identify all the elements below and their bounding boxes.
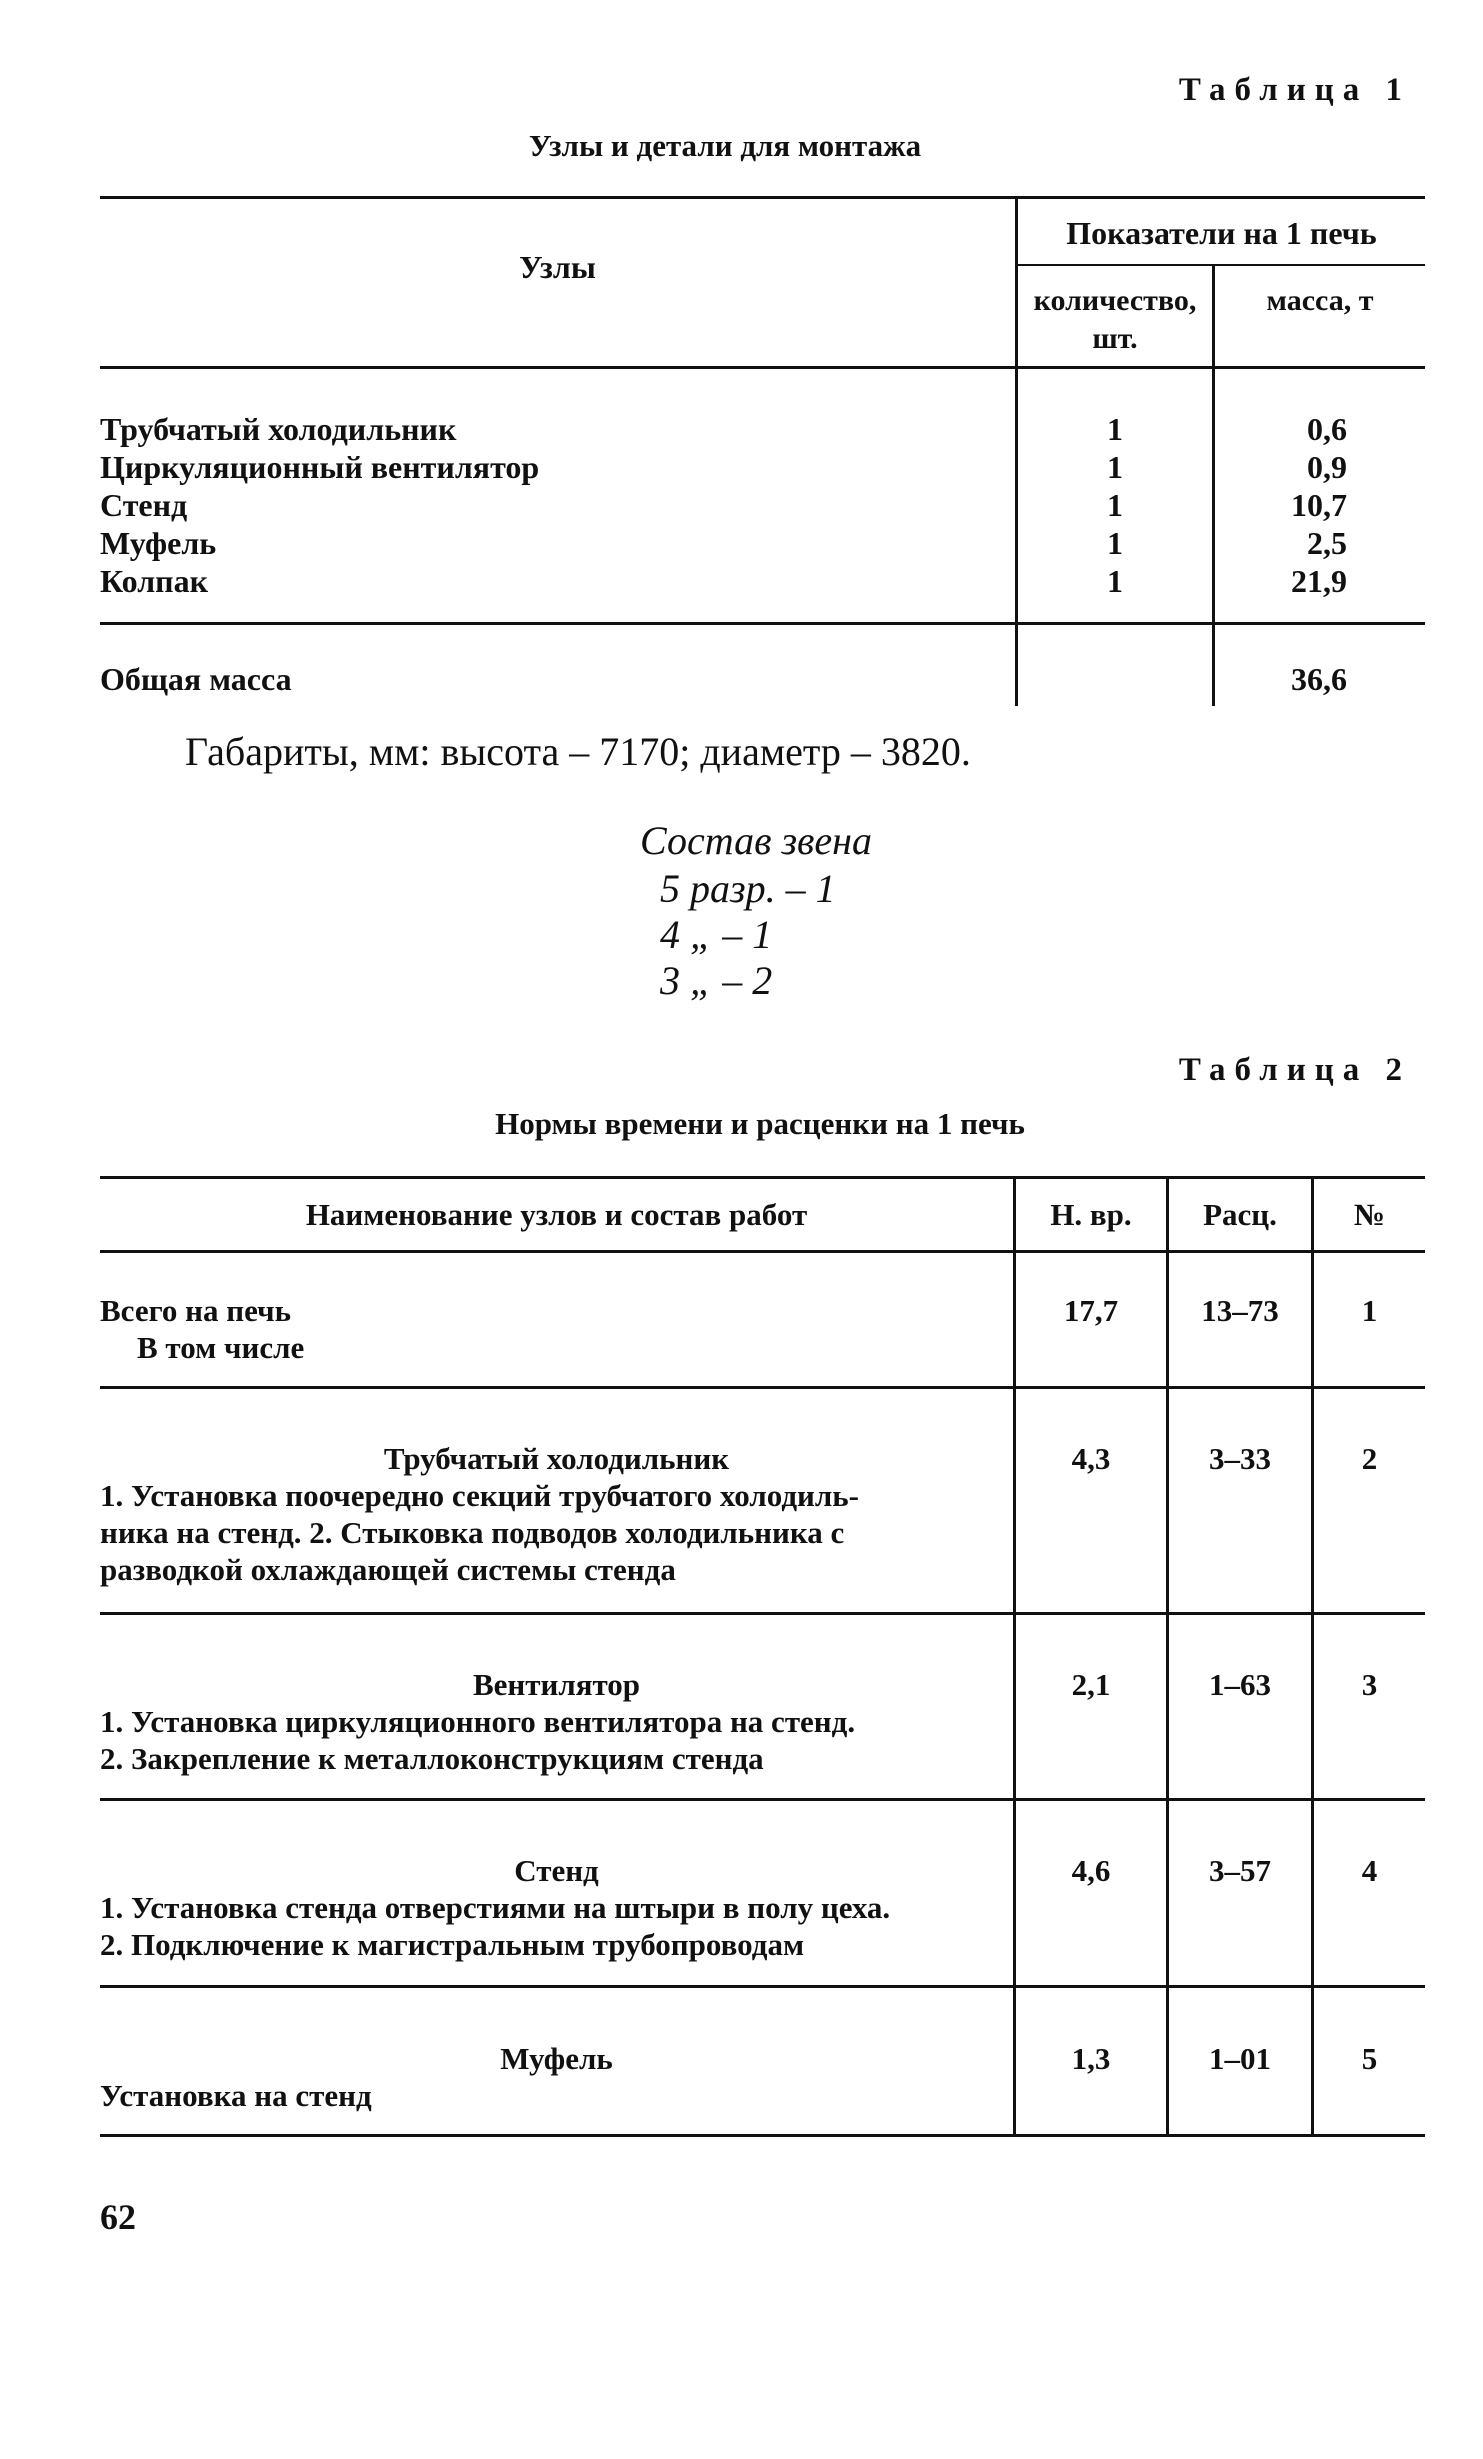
table1-qty-column	[1018, 410, 1212, 600]
table2-header-time: Н. вр.	[1050, 1197, 1132, 1232]
table1-row-name: Муфель	[100, 525, 217, 561]
table1-header-nodes: Узлы	[519, 249, 596, 285]
table1-row-qty: 1	[1107, 563, 1123, 599]
table2-header-num: №	[1353, 1197, 1386, 1232]
table1-row-mass: 2,5	[1307, 525, 1347, 561]
table2-row-rate: 1–63	[1209, 1667, 1271, 1702]
table2-row-num: 5	[1361, 2041, 1378, 2076]
table1-row-qty: 1	[1107, 449, 1123, 485]
table2-row-heading: Трубчатый холодильник	[383, 1441, 730, 1476]
crew-line: 4 „ – 1	[660, 912, 773, 957]
table1-header-mass: масса, т	[1266, 284, 1374, 317]
table1-total-mass: 36,6	[1291, 661, 1347, 697]
crew-line: 5 разр. – 1	[660, 866, 836, 911]
table1-total-label: Общая масса	[100, 661, 292, 697]
table2-row-desc: Установка на стенд	[100, 2078, 372, 2113]
table1-row-mass: 21,9	[1291, 563, 1347, 599]
table2-row-time: 17,7	[1063, 1293, 1119, 1328]
table2-row-rule	[100, 1798, 1425, 1801]
table2-header-rule	[100, 1250, 1425, 1253]
table2-row-rate: 3–57	[1209, 1853, 1271, 1888]
table2-title: Нормы времени и расценки на 1 печь	[495, 1106, 1025, 1141]
table2-row-desc: В том числе	[137, 1330, 305, 1365]
table2-row-desc: 2. Закрепление к металлоконструкциям стенда	[100, 1741, 764, 1776]
table2-row-time: 1,3	[1071, 2041, 1111, 2076]
table1-row-mass: 0,9	[1307, 449, 1347, 485]
table1-header-qty-line1: количество,	[1033, 284, 1197, 317]
table2-row-desc: ника на стенд. 2. Стыковка подводов холодильника с	[100, 1515, 845, 1550]
table2-row-rate: 3–33	[1209, 1441, 1271, 1476]
crew-title: Состав звена	[640, 818, 873, 863]
table2-row-rate: 13–73	[1201, 1293, 1279, 1328]
table1-row-name: Колпак	[100, 563, 209, 599]
table2-row-num: 4	[1361, 1853, 1378, 1888]
table1-header-qty-line2: шт.	[1092, 322, 1138, 355]
table2-bottom-rule	[100, 2134, 1425, 2137]
table2-row-num: 1	[1361, 1293, 1378, 1328]
table2-row-desc: Всего на печь	[100, 1293, 291, 1328]
table1-row-qty: 1	[1107, 487, 1123, 523]
table2-row-desc: 1. Установка циркуляционного вентилятора на стенд.	[100, 1704, 856, 1739]
table1-row-name: Стенд	[100, 487, 188, 523]
table1-row-mass: 10,7	[1291, 487, 1347, 523]
table2-row-desc: разводкой охлаждающей системы стенда	[100, 1552, 676, 1587]
table2-row-desc: 1. Установка поочередно секций трубчатого холодиль-	[100, 1478, 859, 1513]
table2-header-name: Наименование узлов и состав работ	[305, 1197, 808, 1232]
table1-row-name: Циркуляционный вентилятор	[100, 449, 540, 485]
table1-group-rule	[1017, 264, 1425, 266]
table2-row-heading: Муфель	[500, 2041, 613, 2076]
table1-header-group: Показатели на 1 печь	[1066, 215, 1377, 251]
table1-row-qty: 1	[1107, 411, 1123, 447]
table1-mass-column	[1215, 410, 1347, 600]
table2-row-desc: 1. Установка стенда отверстиями на штыри в полу цеха.	[100, 1890, 891, 1925]
table2-row-time: 2,1	[1071, 1667, 1111, 1702]
page-number: 62	[100, 2197, 136, 2237]
table1-name-column	[100, 410, 1000, 600]
table1-row-mass: 0,6	[1307, 411, 1347, 447]
table2-row-num: 2	[1361, 1441, 1378, 1476]
table1-header-rule	[100, 366, 1425, 369]
table2-row-rule	[100, 1985, 1425, 1988]
table1-caption: Таблица 1	[1178, 72, 1411, 108]
table1-row-qty: 1	[1107, 525, 1123, 561]
table2-header-rate: Расц.	[1203, 1197, 1277, 1232]
table2-row-desc: 2. Подключение к магистральным трубопроводам	[100, 1927, 805, 1962]
crew-line: 3 „ – 2	[660, 958, 773, 1003]
table1-title: Узлы и детали для монтажа	[528, 128, 922, 163]
table2-row-rule	[100, 1386, 1425, 1389]
table1-total-rule	[100, 622, 1425, 625]
table2-row-rule	[100, 1612, 1425, 1615]
table1-row-name: Трубчатый холодильник	[100, 411, 457, 447]
table2-row-rate: 1–01	[1209, 2041, 1271, 2076]
table1-top-rule	[100, 196, 1425, 199]
table2-row-time: 4,3	[1071, 1441, 1111, 1476]
table2-top-rule	[100, 1176, 1425, 1179]
table1-header-qty	[1018, 282, 1212, 358]
table2-caption: Таблица 2	[1178, 1052, 1411, 1088]
dimensions-text: Габариты, мм: высота – 7170; диаметр – 3820.	[185, 729, 971, 774]
table2-row-time: 4,6	[1071, 1853, 1111, 1888]
table2-row-heading: Вентилятор	[472, 1667, 641, 1702]
table2-row-heading: Стенд	[514, 1853, 599, 1888]
table2-row-num: 3	[1361, 1667, 1378, 1702]
